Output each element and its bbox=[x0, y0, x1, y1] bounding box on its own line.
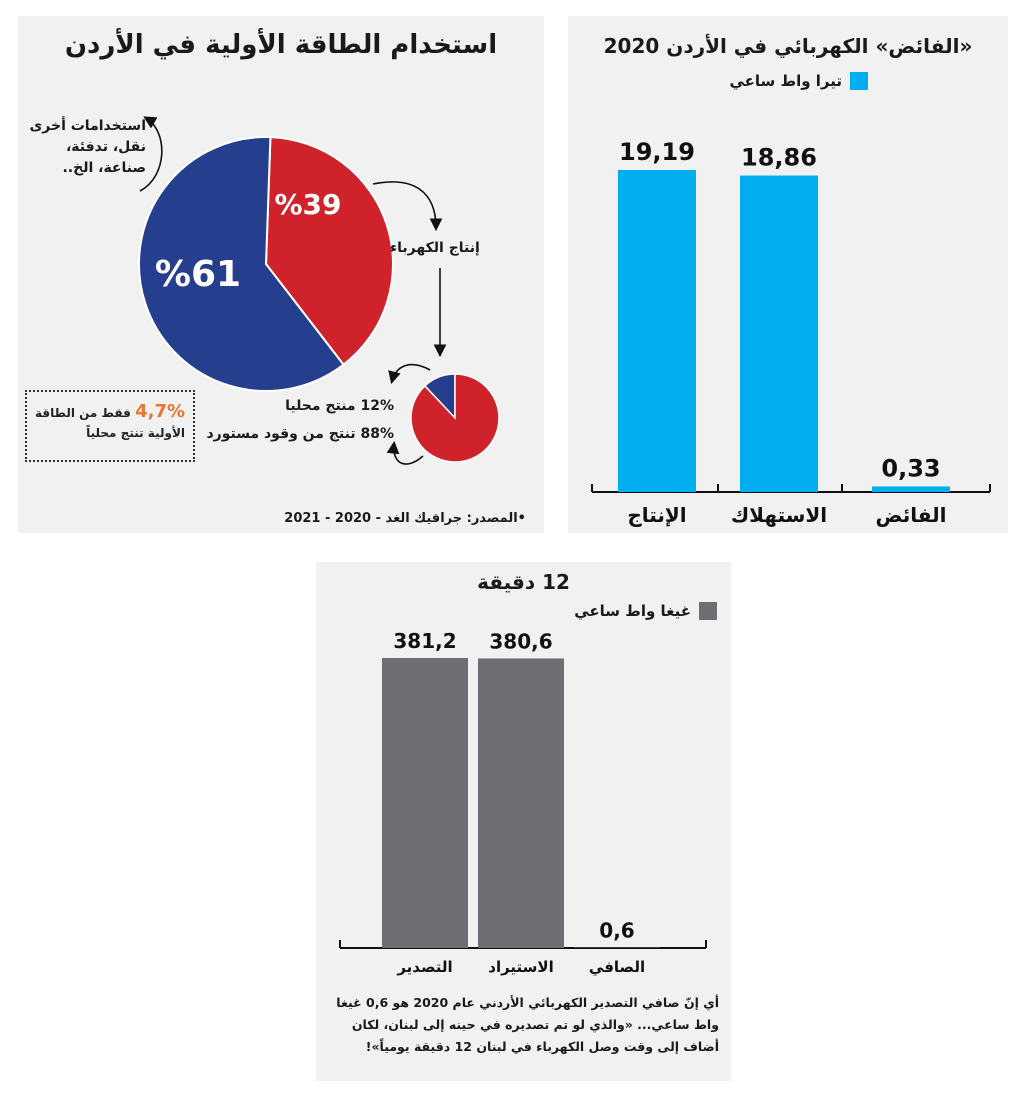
small-pie bbox=[411, 374, 499, 462]
surplus-panel bbox=[568, 16, 1008, 533]
surplus-svg-bar-1 bbox=[740, 176, 818, 492]
surplus-bar-chart bbox=[568, 16, 1008, 533]
surplus-legend-label: تيرا واط ساعي bbox=[729, 72, 842, 90]
minutes-svg-bar-1 bbox=[478, 658, 564, 948]
minutes-svg-category-label-0: التصدير bbox=[397, 958, 453, 976]
minutes-svg-category-label-1: الاستيراد bbox=[488, 958, 554, 976]
surplus-svg-category-label-2: الفائض bbox=[875, 503, 947, 527]
local-energy-note bbox=[25, 390, 195, 462]
surplus-svg-bar-2 bbox=[872, 486, 950, 492]
surplus-svg-value-label-1: 18,86 bbox=[741, 143, 817, 172]
electricity-percent-label: %39 bbox=[274, 188, 342, 221]
other-uses-label bbox=[29, 116, 146, 179]
minutes-svg-value-label-1: 380,6 bbox=[489, 629, 553, 654]
surplus-svg-value-label-0: 19,19 bbox=[619, 138, 695, 166]
surplus-panel-title: «الفائض» الكهربائي في الأردن 2020 bbox=[603, 34, 973, 58]
minutes-svg-bar-0 bbox=[382, 658, 468, 948]
small-pie-labels bbox=[206, 392, 394, 448]
note-text-1: فقط من الطاقة bbox=[35, 406, 131, 420]
minutes-panel bbox=[316, 562, 731, 1081]
pie-panel-title: استخدام الطاقة الأولية في الأردن bbox=[64, 30, 498, 60]
surplus-svg-value-label-2: 0,33 bbox=[881, 454, 941, 483]
minutes-svg-value-label-0: 381,2 bbox=[393, 629, 457, 653]
small-pie-slice-imported bbox=[411, 374, 499, 462]
minutes-svg-value-label-2: 0,6 bbox=[599, 918, 635, 943]
surplus-svg-category-label-1: الاستهلاك bbox=[730, 503, 828, 527]
note-value: 4,7% bbox=[135, 401, 185, 422]
minutes-legend-label: غيغا واط ساعي bbox=[574, 602, 691, 620]
arrow-to-local bbox=[392, 365, 430, 381]
primary-energy-panel bbox=[18, 16, 544, 533]
other-percent-label: %61 bbox=[154, 254, 242, 295]
imported-fuel-label: 88% تنتج من وقود مستورد bbox=[206, 426, 394, 442]
local-production-label: 12% منتج محليا bbox=[285, 398, 394, 414]
other-uses-line-1: استخدامات أخرى bbox=[29, 118, 146, 134]
other-uses-line-3: صناعة، الخ.. bbox=[62, 160, 146, 176]
minutes-panel-title: 12 دقيقة bbox=[477, 570, 570, 594]
minutes-caption: أي إنّ صافي التصدير الكهربائي الأردني عام 2020 هو 0,6 غيغا واط ساعي... «والذي لو تم تصديره في حينه إلى لبنان، لكان أضاف إلى وقت وصل الكهرباء في لبنان 12 دقيقة يومياً»! bbox=[336, 995, 719, 1054]
note-text-2: الأولية تنتج محلياً bbox=[86, 426, 185, 440]
arrow-to-imported bbox=[394, 444, 423, 464]
minutes-svg-category-label-2: الصافي bbox=[588, 958, 646, 976]
electricity-production-label: إنتاج الكهرباء bbox=[390, 240, 480, 256]
other-uses-line-2: نقل، تدفئة، bbox=[65, 139, 146, 155]
surplus-svg-bar-0 bbox=[618, 170, 696, 492]
source-note: •المصدر: جرافيك الغد - 2020 - 2021 bbox=[284, 511, 526, 526]
surplus-svg-category-label-0: الإنتاج bbox=[627, 503, 687, 527]
